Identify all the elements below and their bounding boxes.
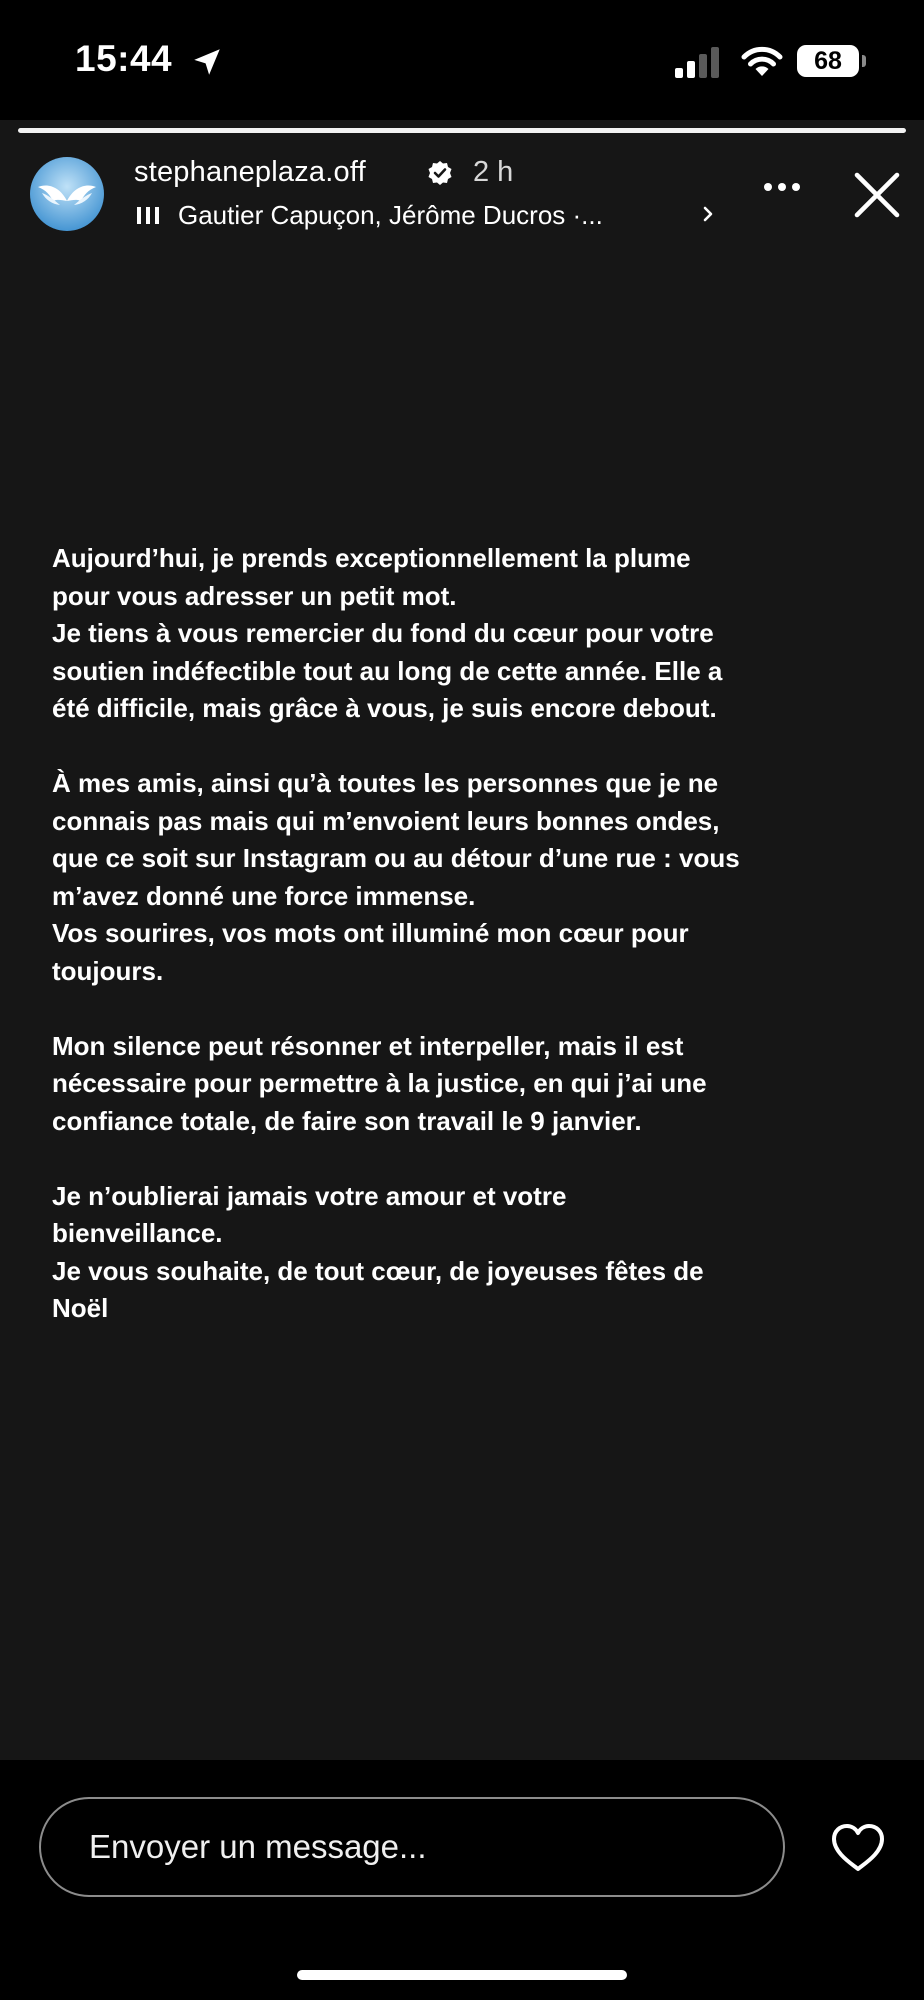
heart-icon[interactable] (830, 1822, 886, 1874)
story-paragraph: À mes amis, ainsi qu’à toutes les personnes que je ne connais pas mais qui m’envoient leurs bonnes ondes, que ce soit sur Instagram ou au détour d’une rue : vous m’avez donné une force immense. Vos sourires, vos mots ont illuminé mon cœur pour toujours. (52, 768, 740, 986)
story-paragraph: Mon silence peut résonner et interpeller, mais il est nécessaire pour permettre à la justice, en qui j’ai une confiance totale, de faire son travail le 9 janvier. (52, 1030, 707, 1136)
verified-icon (427, 160, 453, 186)
home-indicator[interactable] (297, 1970, 627, 1980)
music-label: Gautier Capuçon, Jérôme Ducros ·... (178, 199, 603, 230)
more-icon[interactable] (762, 180, 802, 194)
status-bar (0, 0, 924, 120)
status-time: 15:44 (75, 38, 173, 79)
story-text-block (52, 540, 892, 1365)
story-paragraph: Aujourd’hui, je prends exceptionnellement la plume pour vous adresser un petit mot. Je tiens à vous remercier du fond du cœur pour votre soutien indéfectible tout au long de cette année. Elle a été difficile, mais grâce à vous, je suis encore debout. (52, 543, 723, 723)
wifi-icon (740, 44, 784, 78)
music-bars-icon (136, 204, 160, 226)
story-time-ago: 2 h (473, 156, 514, 188)
chevron-right-icon[interactable] (700, 200, 718, 228)
battery-icon: 68 (797, 45, 859, 77)
location-arrow-icon (190, 45, 224, 79)
story-progress-bar (18, 128, 906, 133)
close-icon[interactable] (852, 170, 902, 220)
signal-icon (673, 46, 723, 78)
send-message-input[interactable] (39, 1797, 785, 1897)
story-paragraph: Je n’oublierai jamais votre amour et votre bienveillance. Je vous souhaite, de tout cœur, de joyeuses fêtes de Noël (52, 1180, 704, 1323)
music-attribution[interactable] (136, 198, 603, 232)
battery-cap (862, 55, 866, 67)
avatar-image (30, 157, 104, 231)
avatar[interactable] (30, 157, 104, 231)
username[interactable]: stephaneplaza.off (134, 156, 366, 188)
story-progress-fill (18, 128, 906, 133)
